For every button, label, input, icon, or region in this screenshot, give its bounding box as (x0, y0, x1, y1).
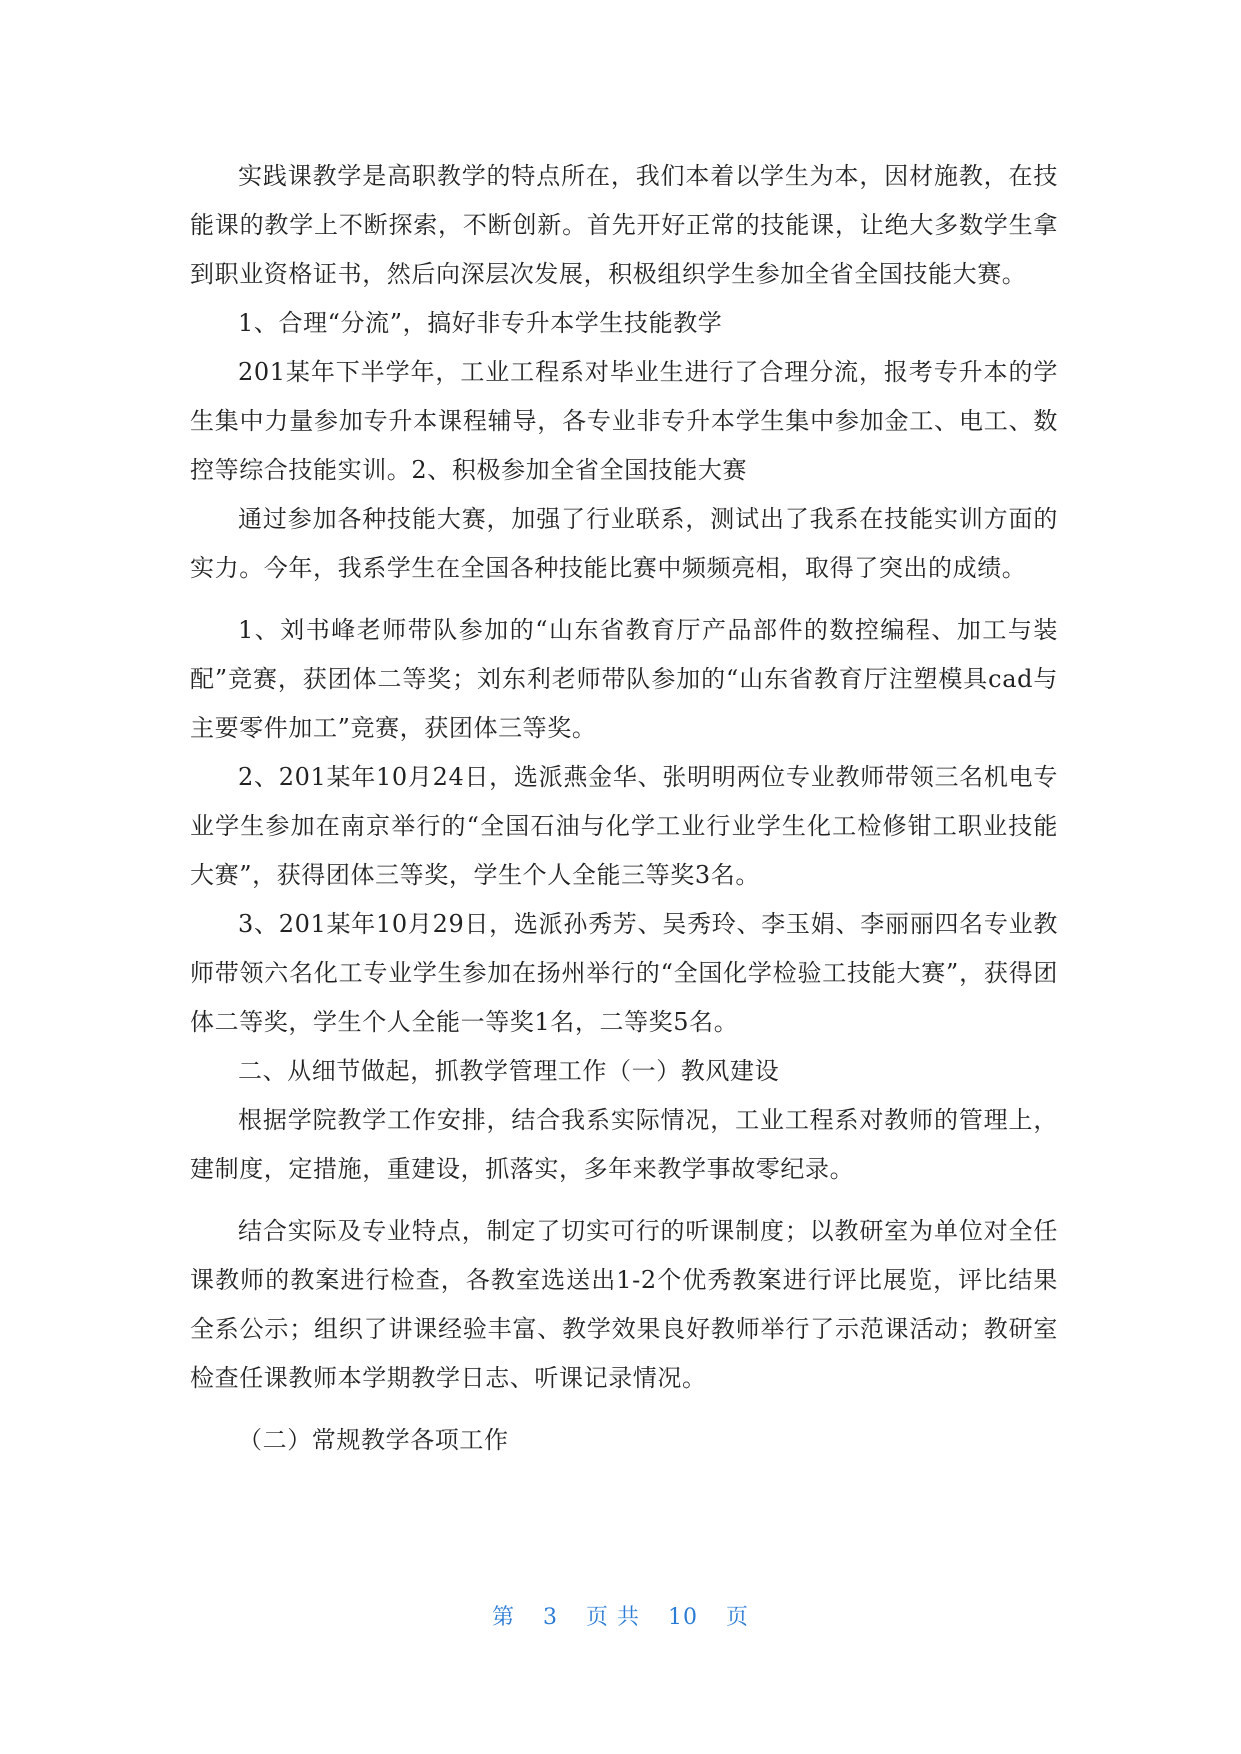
paragraph-award-2: 2、201某年10月24日，选派燕金华、张明明两位专业教师带领三名机电专业学生参加在南京举行的“全国石油与化学工业行业学生化工检修钳工职业技能大赛”，获得团体三等奖，学生个人全能三等奖3名。 (190, 763, 1058, 889)
footer-total-pages: 10 (668, 1605, 698, 1630)
paragraph-competitions: 通过参加各种技能大赛，加强了行业联系，测试出了我系在技能实训方面的实力。今年，我系学生在全国各种技能比赛中频频亮相，取得了突出的成绩。 (190, 505, 1058, 582)
paragraph-award-1: 1、刘书峰老师带队参加的“山东省教育厅产品部件的数控编程、加工与装配”竞赛，获团体二等奖；刘东利老师带队参加的“山东省教育厅注塑模具cad与主要零件加工”竞赛，获团体三等奖。 (190, 616, 1058, 742)
paragraph-diversion: 201某年下半学年，工业工程系对毕业生进行了合理分流，报考专升本的学生集中力量参加专升本课程辅导，各专业非专升本学生集中参加金工、电工、数控等综合技能实训。2、积极参加全省全国技能大赛 (190, 358, 1058, 484)
paragraph-heading-management: 二、从细节做起，抓教学管理工作（一）教风建设 (238, 1057, 780, 1085)
paragraph-heading-routine: （二）常规教学各项工作 (238, 1426, 509, 1454)
paragraph-heading-diversion: 1、合理“分流”，搞好非专升本学生技能教学 (238, 309, 723, 337)
footer-label-pages: 页 (726, 1605, 750, 1630)
paragraph-award-3: 3、201某年10月29日，选派孙秀芳、吴秀玲、李玉娟、李丽丽四名专业教师带领六名化工专业学生参加在扬州举行的“全国化学检验工技能大赛”，获得团体二等奖，学生个人全能一等奖1名，二等奖5名。 (190, 910, 1058, 1036)
document-body (190, 152, 1058, 1465)
footer-current-page: 3 (543, 1605, 558, 1630)
paragraph-lecture-system: 结合实际及专业特点，制定了切实可行的听课制度；以教研室为单位对全任课教师的教案进行检查，各教室选送出1-2个优秀教案进行评比展览，评比结果全系公示；组织了讲课经验丰富、教学效果良好教师举行了示范课活动；教研室检查任课教师本学期教学日志、听课记录情况。 (190, 1217, 1058, 1392)
paragraph-intro: 实践课教学是高职教学的特点所在，我们本着以学生为本，因材施教，在技能课的教学上不断探索，不断创新。首先开好正常的技能课，让绝大多数学生拿到职业资格证书，然后向深层次发展，积极组织学生参加全省全国技能大赛。 (190, 162, 1058, 288)
paragraph-teacher-management: 根据学院教学工作安排，结合我系实际情况，工业工程系对教师的管理上，建制度，定措施，重建设，抓落实，多年来教学事故零纪录。 (190, 1106, 1058, 1183)
footer-label-page-of: 页 共 (586, 1605, 640, 1630)
footer-label-page: 第 (491, 1605, 515, 1630)
page-number-footer (0, 1600, 1241, 1631)
